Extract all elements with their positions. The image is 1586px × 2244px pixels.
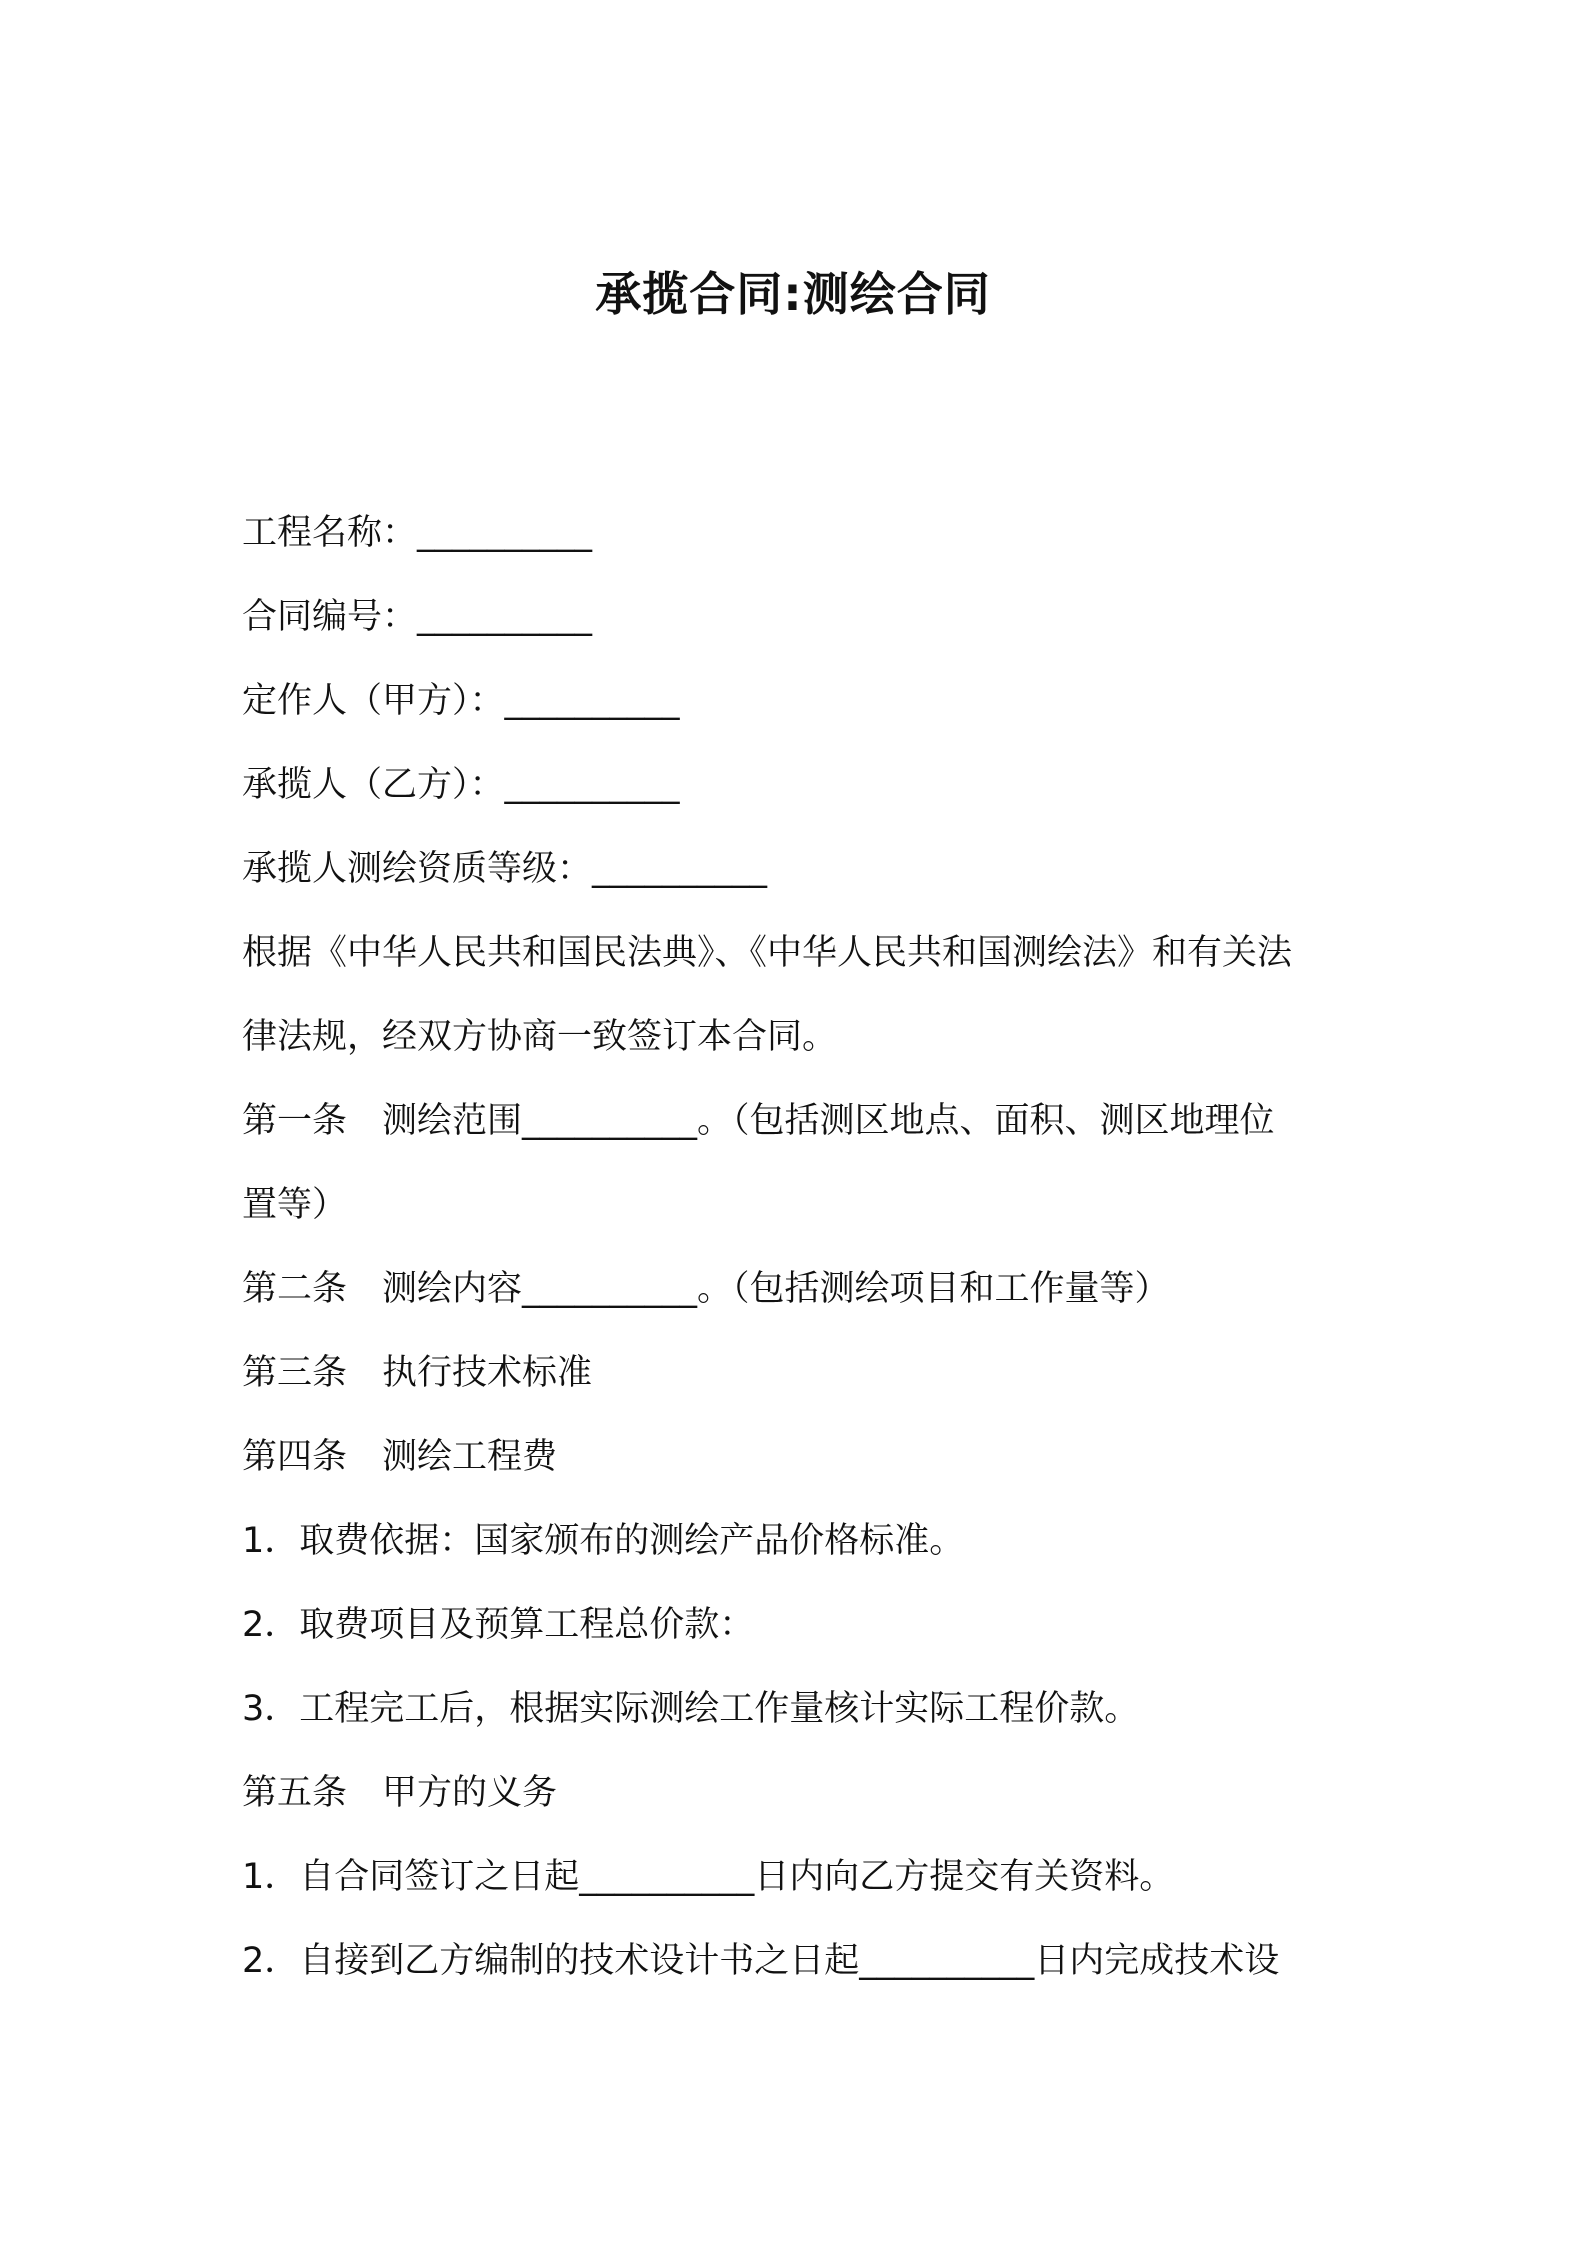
document-body xyxy=(242,491,1354,2003)
article-4-item-2: 2．取费项目及预算工程总价款： xyxy=(242,1605,755,1645)
field-qualification-level: 承揽人测绘资质等级：__________ xyxy=(242,849,768,889)
preamble-line-1: 根据《中华人民共和国民法典》、《中华人民共和国测绘法》和有关法 xyxy=(242,933,1293,973)
article-1-line-2: 置等） xyxy=(242,1185,348,1225)
article-4-item-3: 3．工程完工后，根据实际测绘工作量核计实际工程价款。 xyxy=(242,1689,1140,1729)
article-1-line-1: 第一条 测绘范围__________。（包括测区地点、面积、测区地理位 xyxy=(242,1101,1275,1141)
article-5: 第五条 甲方的义务 xyxy=(242,1773,558,1813)
field-party-b: 承揽人（乙方）：__________ xyxy=(242,765,680,805)
document-title: 承揽合同:测绘合同 xyxy=(595,267,991,321)
article-4: 第四条 测绘工程费 xyxy=(242,1437,558,1477)
preamble-line-2: 律法规，经双方协商一致签订本合同。 xyxy=(242,1017,838,1057)
field-project-name: 工程名称：__________ xyxy=(242,513,593,553)
field-contract-number: 合同编号：__________ xyxy=(242,597,593,637)
article-5-item-2: 2．自接到乙方编制的技术设计书之日起__________日内完成技术设 xyxy=(242,1941,1280,1981)
article-3: 第三条 执行技术标准 xyxy=(242,1353,593,1393)
field-party-a: 定作人（甲方）：__________ xyxy=(242,681,680,721)
article-2: 第二条 测绘内容__________。（包括测绘项目和工作量等） xyxy=(242,1269,1170,1309)
article-5-item-1: 1．自合同签订之日起__________日内向乙方提交有关资料。 xyxy=(242,1857,1175,1897)
article-4-item-1: 1．取费依据：国家颁布的测绘产品价格标准。 xyxy=(242,1521,965,1561)
